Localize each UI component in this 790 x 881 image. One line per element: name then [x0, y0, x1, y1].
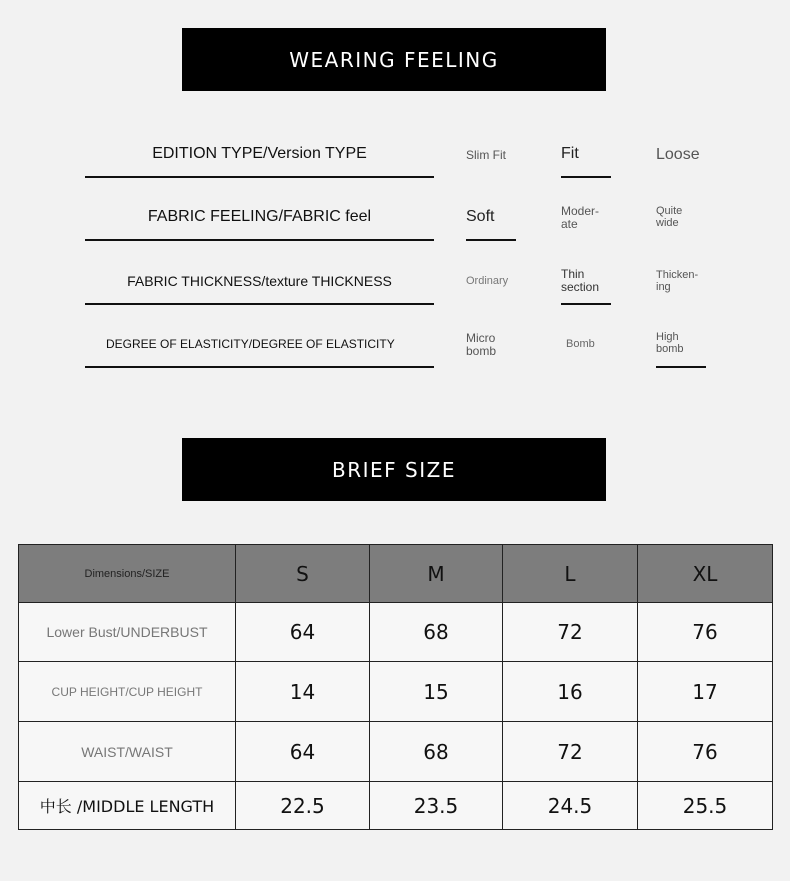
size-header-l: L: [503, 545, 638, 603]
attribute-row-fabric-feeling: [0, 195, 790, 251]
attribute-row-edition-type: [0, 132, 790, 188]
option-ordinary: Ordinary: [466, 275, 509, 288]
table-cell: 16: [503, 662, 638, 722]
brief-size-banner: [182, 438, 606, 501]
option-slim-fit: Slim Fit: [466, 147, 506, 162]
table-cell: 25.5: [638, 782, 773, 830]
attribute-row-fabric-thickness: [0, 259, 790, 315]
size-header-s: S: [236, 545, 370, 603]
table-cell: 72: [503, 603, 638, 662]
table-cell: 17: [638, 662, 773, 722]
attribute-label: EDITION TYPE/Version TYPE: [85, 132, 434, 178]
row-label-underbust: Lower Bust/UNDERBUST: [19, 603, 236, 662]
size-table: [18, 544, 773, 830]
table-row: [19, 603, 773, 662]
attribute-label: DEGREE OF ELASTICITY/DEGREE OF ELASTICITY: [85, 322, 434, 368]
attribute-label: FABRIC FEELING/FABRIC feel: [85, 195, 434, 241]
table-cell: 68: [370, 603, 503, 662]
wearing-feeling-title: WEARING FEELING: [289, 47, 499, 72]
option-micro-bomb: Micro bomb: [466, 331, 497, 358]
brief-size-title: BRIEF SIZE: [332, 457, 456, 482]
size-header-m: M: [370, 545, 503, 603]
attribute-label: FABRIC THICKNESS/texture THICKNESS: [85, 259, 434, 305]
option-thickening: Thicken- ing: [656, 269, 699, 293]
option-loose: Loose: [656, 145, 700, 163]
attribute-row-elasticity: [0, 322, 790, 378]
table-cell: 72: [503, 722, 638, 782]
option-fit: Fit: [561, 132, 611, 178]
row-label-waist: WAIST/WAIST: [19, 722, 236, 782]
row-label-cup-height: CUP HEIGHT/CUP HEIGHT: [19, 662, 236, 722]
option-soft: Soft: [466, 195, 516, 241]
option-moderate: Moder- ate: [561, 204, 600, 231]
table-cell: 76: [638, 603, 773, 662]
dimensions-header: Dimensions/SIZE: [19, 545, 236, 603]
table-row: [19, 782, 773, 830]
table-cell: 23.5: [370, 782, 503, 830]
table-cell: 64: [236, 722, 370, 782]
table-cell: 15: [370, 662, 503, 722]
wearing-feeling-banner: [182, 28, 606, 91]
table-row: [19, 662, 773, 722]
option-quite-wide: Quite wide: [656, 205, 683, 229]
table-cell: 14: [236, 662, 370, 722]
table-cell: 22.5: [236, 782, 370, 830]
table-cell: 24.5: [503, 782, 638, 830]
option-high-bomb: High bomb: [656, 322, 706, 368]
table-cell: 76: [638, 722, 773, 782]
row-label-middle-length: 中长 /MIDDLE LENGTH: [19, 782, 236, 830]
size-header-row: [19, 545, 773, 603]
table-cell: 68: [370, 722, 503, 782]
table-cell: 64: [236, 603, 370, 662]
option-thin-section: Thin section: [561, 259, 611, 305]
table-row: [19, 722, 773, 782]
size-header-xl: XL: [638, 545, 773, 603]
option-bomb: Bomb: [566, 338, 595, 351]
